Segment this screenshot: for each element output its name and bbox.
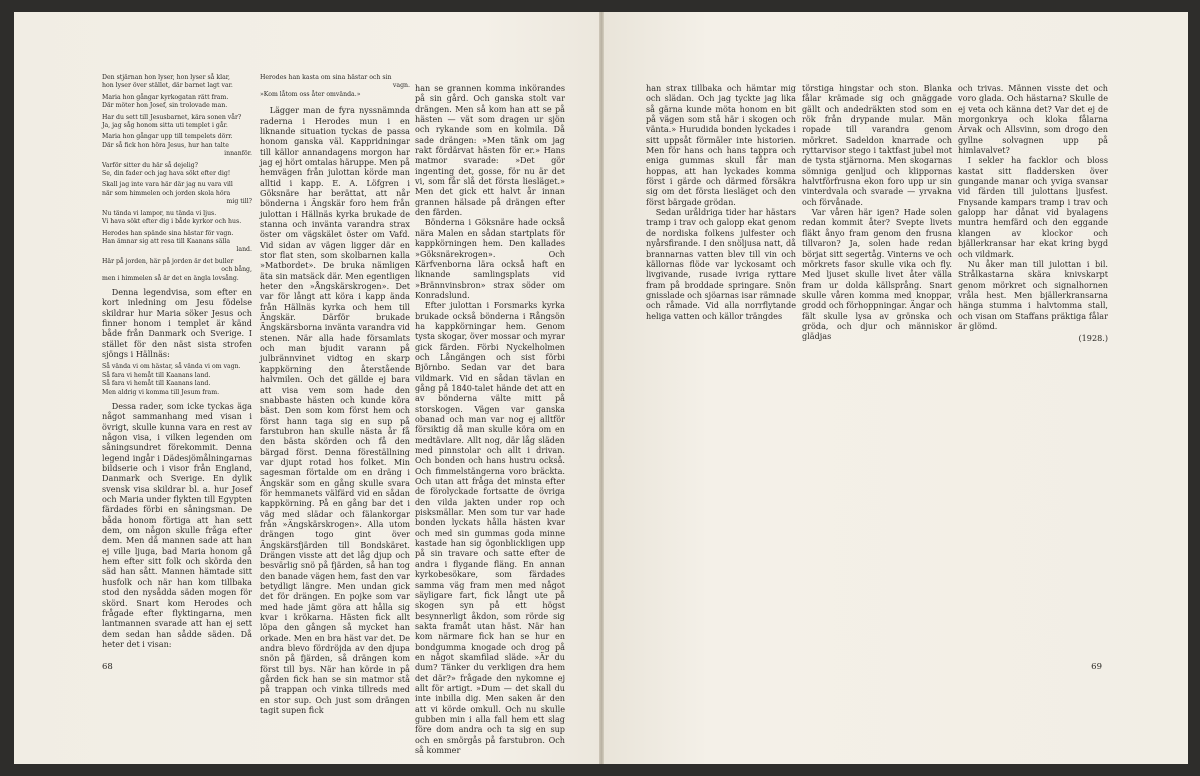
left-column-3 — [415, 83, 565, 755]
paragraph: Dessa rader, som icke tyckas äga något sammanhang med visan i övrigt, skulle kunna vara en rest av någon visa, i vilken legenden om såningsundret förekommit. Denna legend ingår i Dädesjömålningarnas bildserie och i visor från England, Danmark och Sverige. En dylik svensk visa skildrar bl. a. hur Josef och Maria under flykten till Egypten färdades förbi en såningsman. De båda honom förtiga att han sett dem, om någon skulle fråga efter dem. Men då mannen sade att han ej ville ljuga, bad Maria honom gå hem efter sitt folk och skörda den säd han sått. Mannen hämtade sitt husfolk och när han kom tillbaka stod den nysådda säden mogen för skörd. Snart kom Herodes och frågade efter flyktingarna, men lantmannen svarade att han ej sett dem sedan han sådde säden. Då heter det i visan: — [102, 400, 252, 649]
year-note: (1928.) — [1078, 333, 1108, 344]
verse-block-3 — [260, 74, 410, 99]
verse-line: Nu tända vi lampor, nu tända vi ljus. — [102, 209, 217, 217]
verse-line: innanför. — [224, 150, 252, 158]
right-column-3 — [958, 83, 1108, 344]
verse-line: »Kom låtom oss åter omvända.» — [260, 90, 361, 98]
verse-line: land. — [236, 246, 252, 254]
verse-line: Vi hava sökt efter dig i både kyrkor och hus. — [102, 218, 242, 226]
verse-line: Herodes han spände sina hästar för vagn. — [102, 229, 234, 237]
verse-line: Maria hon gångar kyrkogatan rätt fram. — [102, 93, 229, 101]
paragraph: törstiga hingstar och ston. Blanka fålar krämade sig och gnäggade gällt och andedräkten stod som en rök från drypande mular. Män ropade till varandra genom mörkret. Sadeldon knarrade och ryttarvisor stego i taktfast jubel mot de tysta stjärnorna. Men skogarnas sömniga genljud och klippornas halvtförfrusna ekon foro upp ur sin vinterdvala och svarade — yrvakna och förvånade. — [802, 83, 952, 207]
left-column-2 — [260, 74, 410, 716]
paragraph: och trivas. Männen visste det och voro glada. Och hästarna? Skulle de ej veta och känna det? Var det ej de morgonkrya och kloka fålarna Árvak och Allsvinn, som drogo den gyllne solvagnen upp på himlavalvet? — [958, 83, 1108, 156]
verse-line: Ja, jag såg honom sitta uti templet i går. — [102, 122, 228, 130]
verse-line: Har du sett till Jesusbarnet, kära sonen vår? — [102, 113, 242, 121]
verse-line: vagn. — [392, 82, 410, 90]
paragraph: Nu åker man till julottan i bil. Strålkastarna skära knivskarpt genom mörkret och signalhornen vråla hest. Men bjällerkransarna hänga stumma i halvtomma stall, och visan om Staffans präktiga fålar är glömd. — [958, 258, 1108, 331]
page-number-left: 68 — [102, 662, 113, 672]
verse-line: Där så fick hon höra Jesus, hur han talte — [102, 141, 229, 149]
paragraph: han strax tillbaka och hämtar mig och slädan. Och jag tyckte jag lika så gärna kunde möta honom en bit på vägen som stå här i skogen och vänta.» Hurudida bonden lyckades i sitt uppsåt förmäler inte historien. Men för hans och hans tappra och eniga gummas skull får man hoppas, att han lyckades komma först i gärde och därmed försäkra sig om det första liesläget och den först bärgade grödan. — [646, 83, 796, 207]
verse-line: mig till? — [226, 198, 252, 206]
right-page — [604, 12, 1188, 764]
paragraph: han se grannen komma inkörandes på sin gård. Och ganska stolt var drängen. Men så kom han att se på hästen — vät som dragen ur sjön och rykande som en kolmila. Då sade drängen: »Men tänk om jag rakt fördärvat hästen för er.» Hans matmor svarade: »Det gör ingenting det, gosse, för nu är det vi, som får slå det första liesläget.» Men det gick ett halvt år innan grannen hälsade på drängen efter den färden. — [415, 83, 565, 218]
verse-line: Den stjärnan hon lyser, hon lyser så klar, — [102, 74, 231, 81]
verse-line: Se, din fader och jag hava sökt efter dig! — [102, 170, 231, 178]
right-column-1 — [646, 83, 796, 321]
verse-block-1 — [102, 74, 252, 283]
paragraph: Efter julottan i Forsmarks kyrka brukade också bönderna i Rångsön ha kappkörningar hem. Genom tysta skogar, över mossar och myrar gick färden. Förbi Nyckelholmen och Långängen och sist förbi Björnbo. Sedan var det bara vildmark. Vid en sådan tävlan en gång på 1840-talet hände det att en av bönderna välte mitt på storskogen. Vägen var ganska obanad och man var nog ej alltför försiktig då man skulle köra om en medtävlare. Allt nog, där låg släden med pinnstolar och allt i drivan. Och bonden och hans hustru också. Och fimmelstängerna voro bräckta. Och utan att fråga det minsta efter de förolyckade fortsatte de övriga den vilda jakten under rop och pisksmällar. Men som tur var hade bonden lyckats hålla hästen kvar och med sin gummas goda minne kastade han sig ögonblickligen upp på sin travare och satte efter de andra i flygande fläng. En annan kyrkobesökare, som färdades samma väg fram men med något säyligare fart, fick långt ute på skogen syn på ett högst besynnerligt åkdon, som rörde sig sakta framåt utan häst. När han kom närmare fick han se hur en bondgumma knogade och drog på en något skamfilad släde. »Är du dum? Tänker du verkligen dra hem det där?» frågade den nykomne ej allt för artigt. »Dum — det skall du inte inbilla dig. Men saken är den att vi körde omkull. Och nu skulle gubben min i alla fall hem ett slag före dom andra och ta sig en sup och en smörgås på farstubron. Och så kommer — [415, 300, 565, 755]
paragraph: Bönderna i Göksnäre hade också nära Malen en sådan startplats för kappkörningen hem. Den kallades »Göksnärekrogen». Och Kärfvenborna lära också haft en liknande samlingsplats vid »Brännvinsbron» strax söder om Konradslund. — [415, 217, 565, 300]
paragraph: Denna legendvisa, som efter en kort inledning om Jesu födelse skildrar hur Maria söker Jesus och finner honom i templet är känd både från Danmark och Sverige. I stället för den näst sista strofen sjöngs i Hällnäs: — [102, 286, 252, 359]
verse-line: Han ämnar sig att resa till Kaanans sälla — [102, 237, 231, 245]
verse-line: Här på jorden, här på jorden är det buller — [102, 257, 234, 265]
verse-line: men i himmelen så är det en ängla lovsång. — [102, 274, 239, 282]
verse-block-2 — [102, 363, 252, 397]
verse-line: Så fara vi hemåt till Kaanans land. — [102, 380, 211, 388]
paragraph: Sedan uråldriga tider har hästars tramp i trav och galopp ekat genom de nordiska folkens julfester och nyårsfirande. I den snöljusa natt, då brannarnas vatten blev till vin och källornas flöde var lyckosamt och livgivande, rusade ivriga ryttare fram på broddade springare. Snön gnisslade och sjöarnas isar rämnade och råmade. Vid alla norrflytande heliga vatten och källor trängdes — [646, 207, 796, 321]
left-column-1 — [102, 74, 252, 649]
verse-line: Där möter hon Josef, sin trolovade man. — [102, 102, 228, 110]
paragraph: I sekler ha facklor och bloss kastat sitt fladdersken över gungande manar och yviga svansar vid färden till julottans ljusfest. Fnysande kampars tramp i trav och galopp har dånat vid byalagens muntra hemfärd och den eggande klangen av klockor och bjällerkransar har ekat kring bygd och vildmark. — [958, 155, 1108, 259]
paragraph: Lägger man de fyra nyssnämnda raderna i Herodes mun i en liknande situation tyckas de passa honom ganska väl. Kappridningar till källor annandagens morgon har jag ej hört omtalas häruppe. Men på hemvägen från julottan körde man alltid i kapp. E. A. Löfgren i Göksnäre har berättat, att når bönderna i Ängskär foro hem från julottan i Hällnäs kyrka brukade de stanna och invänta varandra strax öster om vägskälet öster om Vafd. Vid sidan av vägen ligger där en stor flat sten, som skolbarnen kalla »Matbordet». De bruka nämligen äta sin matsäck där. Men egentligen heter den »Ångskärskrogen». Det var för långt att köra i kapp ända från Hällnäs kyrka och hem till Ängskär. Därför brukade Ängskärsborna invänta varandra vid stenen. När alla hade församlats och man bjudit varann på julbrännvinet vidtog en skarp kappkörning den återstående halvmilen. Och det gällde ej bara att visa vem som hade den snabbaste hästen och kunde köra bäst. Den som kom först hem och först hann taga sig en sup på farstubron han skulle nästa år få den bästa skörden och få den bärgad först. Denna föreställning var djupt rotad hos folket. Min sagesman förtalde om en dräng i Ängskär som en gång skulle svara för hemmanets välfärd vid en sådan kappkörning. På en gång bar det i väg med slädar och fälankorgar från »Ängskärskrogen». Alla utom drängen togo gint över Ängskärsfjärden till Bondskäret. Drängen visste att det låg djup och besvärlig snö på fjärden, så han tog den banade vägen hem, fast den var betydligt längre. Men undan gick det för drängen. En pojke som var med hade jämt göra att hålla sig kvar i krökarna. Hästen fick allt löpa den gången så mycket han orkade. Men en bra häst var det. De andra blevo fördröjda av den djupa snön på fjärden, så drängen kom först till bys. När han körde in på gården fick han se sin matmor stå på trappan och vinka tillreds med en stor sup. Och just som drängen tagit supen fick — [260, 105, 410, 716]
verse-line: Herodes han kasta om sina hästar och sin — [260, 74, 392, 81]
right-column-2 — [802, 83, 952, 342]
book-spread — [14, 12, 1188, 764]
page-number-right: 69 — [1091, 662, 1102, 672]
verse-line: när som himmelen och jorden skola höra — [102, 189, 231, 197]
left-page — [14, 12, 599, 764]
verse-line: Men aldrig vi komma till Jesum fram. — [102, 388, 220, 396]
paragraph: Var våren här igen? Hade solen redan kommit åter? Svepte livets fläkt ånyo fram genom den frusna tillvaron? Ja, solen hade redan börjat sitt segertåg. Vinterns ve och mörkrets fasor skulle vika och fly. Med ljuset skulle livet åter välla fram ur dolda källsprång. Snart skulle våren komma med knoppar, grodd och förhoppningar. Ängar och fält skulle lysa av grönska och gröda, och djur och människor glädjas — [802, 207, 952, 342]
verse-line: Varför sitter du här så dejelig? — [102, 161, 198, 169]
verse-line: Skall jag inte vara här där jag nu vara vill — [102, 181, 233, 189]
verse-line: Maria hon gångar upp till tempelets dörr. — [102, 133, 233, 141]
verse-line: Så fara vi hemåt till Kaanans land. — [102, 371, 211, 379]
verse-line: och bång, — [221, 266, 252, 274]
verse-line: Så vända vi om hästar, så vända vi om vagn. — [102, 363, 241, 371]
verse-line: hon lyser över stället, där barnet lagt var. — [102, 82, 233, 90]
